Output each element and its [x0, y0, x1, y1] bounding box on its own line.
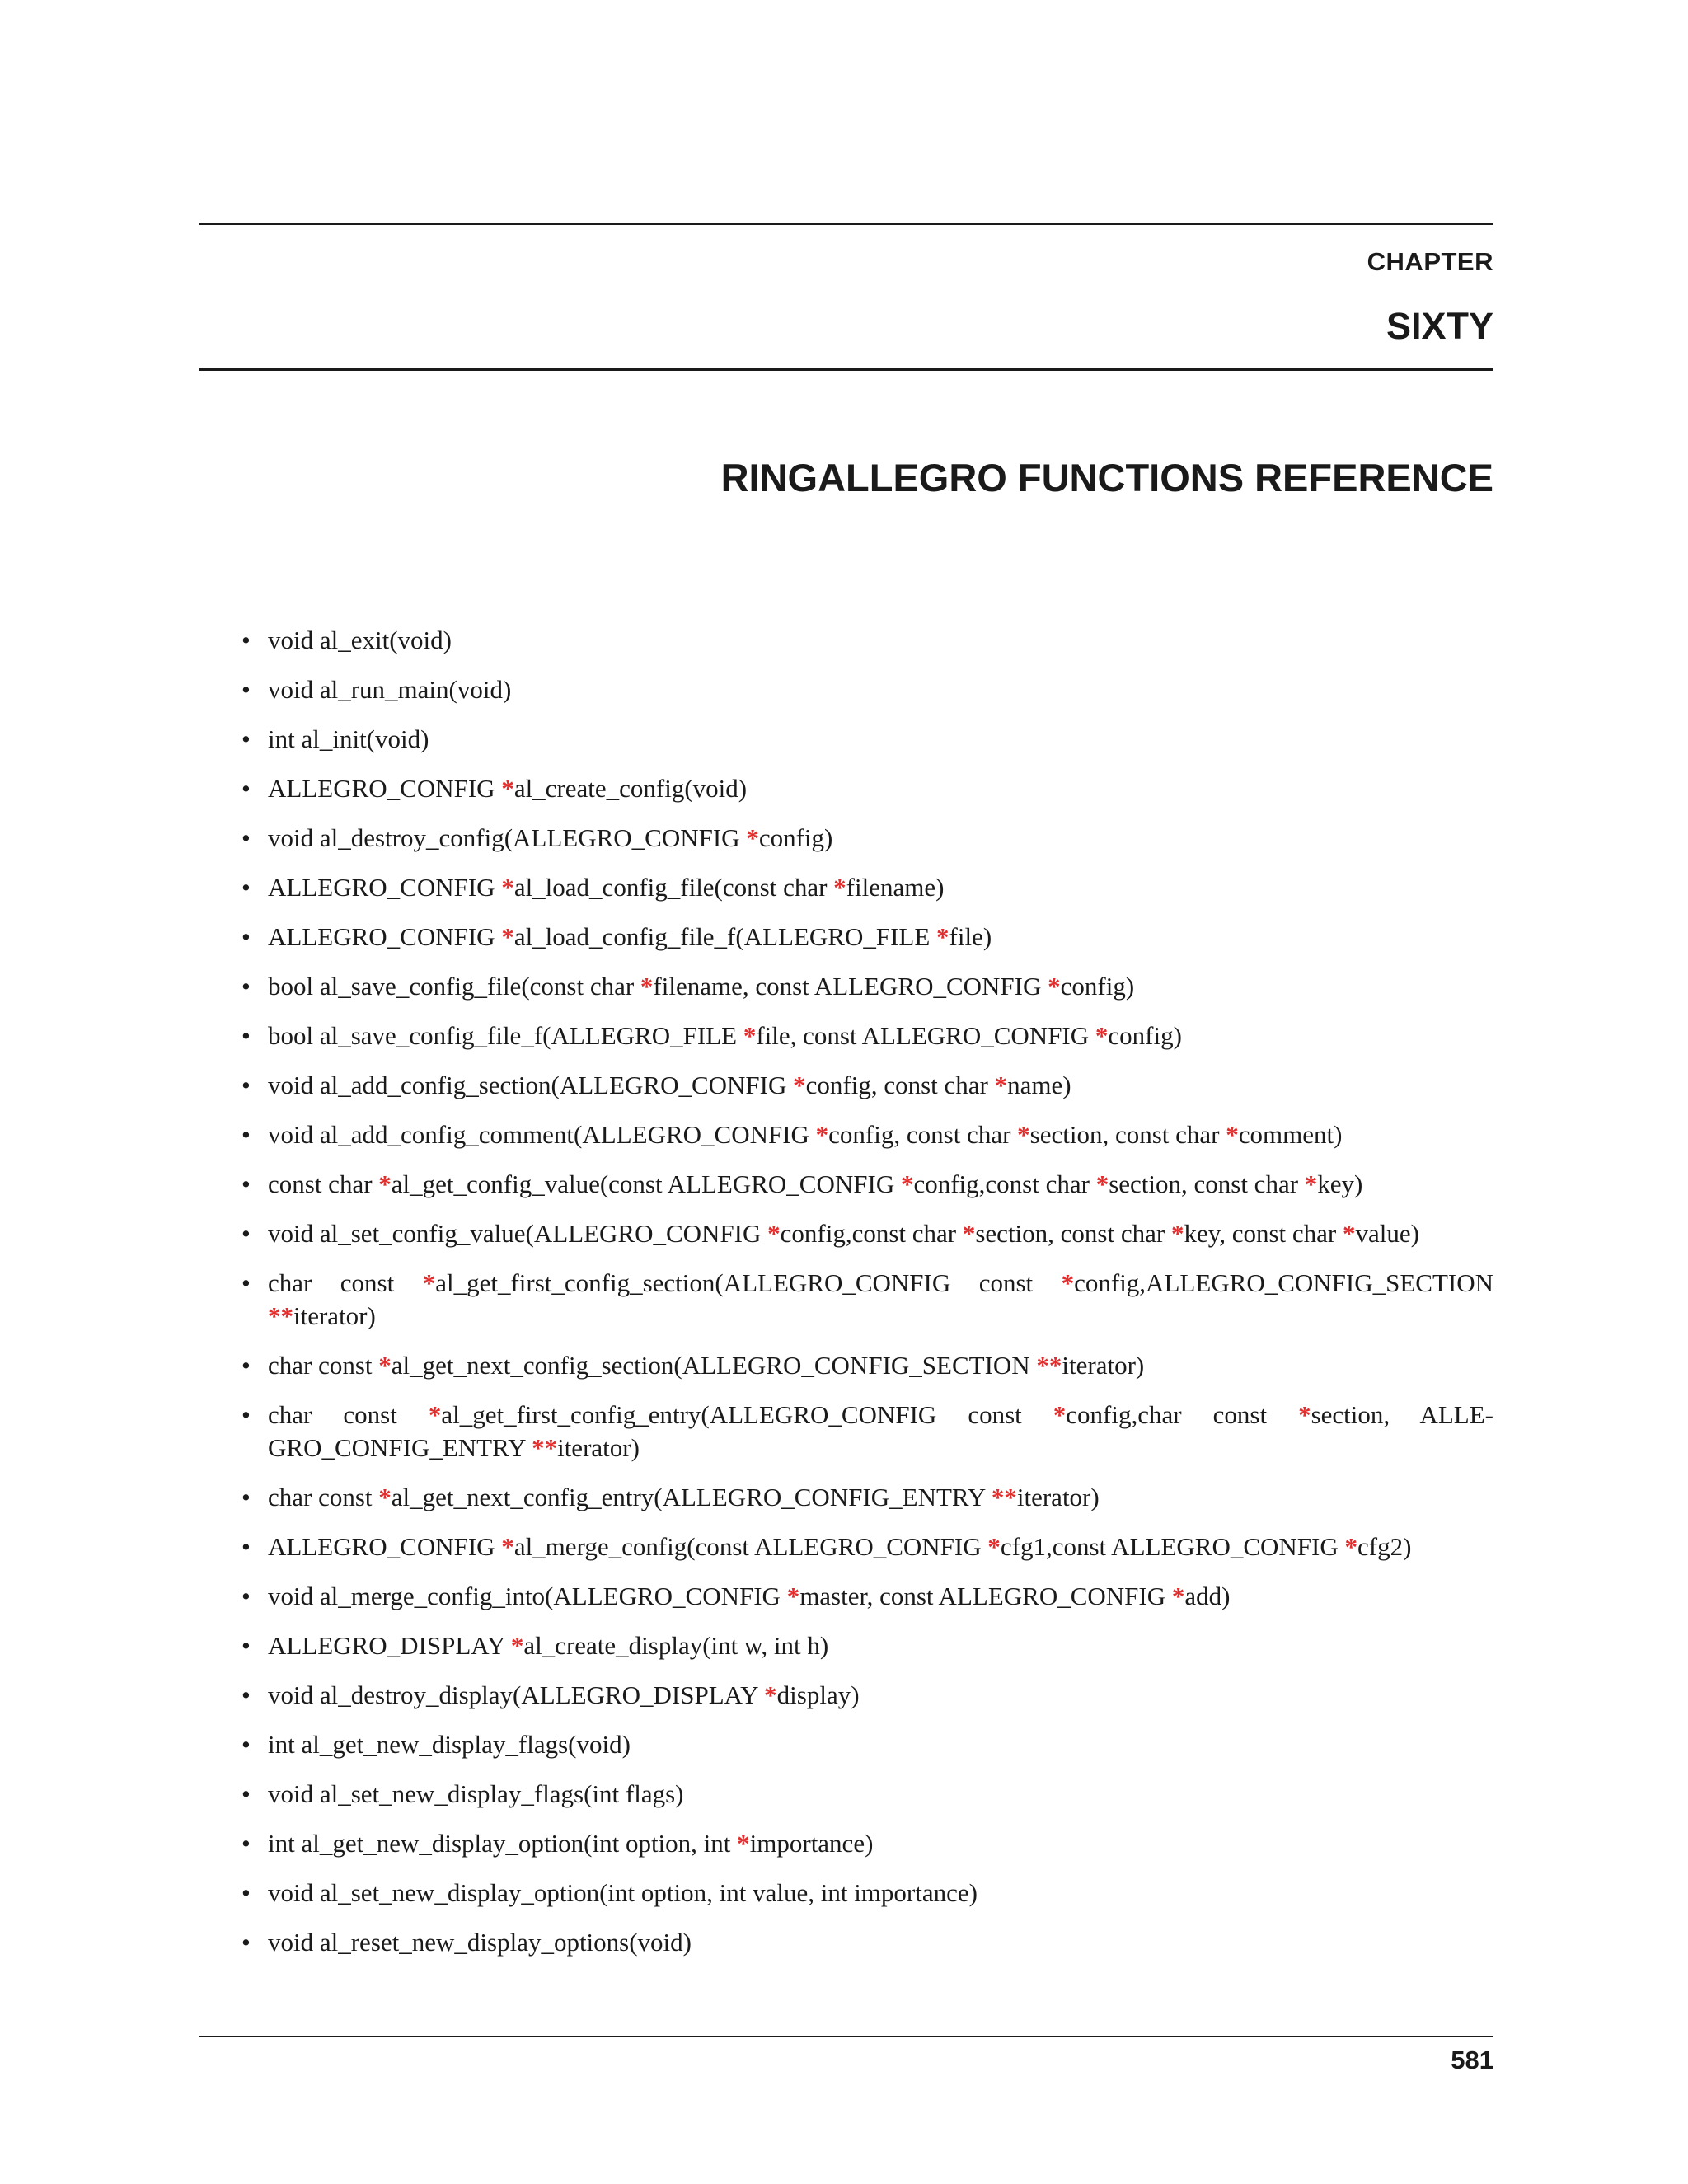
pointer-asterisk: ** — [991, 1483, 1017, 1511]
pointer-asterisk: * — [510, 1631, 524, 1660]
pointer-asterisk: * — [987, 1532, 1001, 1561]
function-signature-text: void al_add_config_comment(ALLEGRO_CONFIG — [268, 1120, 816, 1149]
function-list-item — [239, 871, 1493, 904]
function-signature-text: void al_reset_new_display_options(void) — [268, 1928, 692, 1957]
pointer-asterisk: * — [378, 1351, 392, 1380]
function-list-item — [239, 921, 1493, 954]
function-signature-text: int al_get_new_display_option(int option, int — [268, 1829, 738, 1858]
function-signature-text: void al_run_main(void) — [268, 675, 512, 704]
function-list-item — [239, 1629, 1493, 1662]
pointer-asterisk: * — [764, 1680, 777, 1709]
pointer-asterisk: * — [1226, 1120, 1239, 1149]
function-signature-text: display) — [776, 1680, 860, 1709]
pointer-asterisk: ** — [268, 1301, 293, 1330]
pointer-asterisk: * — [793, 1071, 806, 1099]
function-signature-text: void al_destroy_config(ALLEGRO_CONFIG — [268, 823, 747, 852]
function-signature-text: ALLEGRO_CONFIG — [268, 774, 502, 803]
function-signature-text: section, const char — [975, 1219, 1171, 1248]
pointer-asterisk: * — [1171, 1582, 1185, 1610]
function-signature-text: filename, const ALLEGRO_CONFIG — [653, 972, 1048, 1001]
function-signature-text: char const — [268, 1268, 423, 1297]
pointer-asterisk: * — [1095, 1021, 1109, 1050]
function-signature-text: al_get_first_config_entry(ALLEGRO_CONFIG const — [441, 1400, 1053, 1429]
function-signature-text: iterator) — [557, 1433, 640, 1462]
function-signature-text: void al_exit(void) — [268, 626, 452, 654]
function-signature-text: void al_add_config_section(ALLEGRO_CONFIG — [268, 1071, 794, 1099]
function-signature-text: value) — [1355, 1219, 1419, 1248]
pointer-asterisk: * — [378, 1483, 392, 1511]
function-signature-text: bool al_save_config_file_f(ALLEGRO_FILE — [268, 1021, 743, 1050]
page-number: 581 — [1451, 2046, 1493, 2074]
function-signature-text: comment) — [1238, 1120, 1343, 1149]
function-signature-text: al_get_next_config_section(ALLEGRO_CONFIG_SECTION — [391, 1351, 1037, 1380]
pointer-asterisk: * — [640, 972, 654, 1001]
function-signature-text: cfg1,const ALLEGRO_CONFIG — [1000, 1532, 1345, 1561]
function-signature-text: al_merge_config(const ALLEGRO_CONFIG — [513, 1532, 988, 1561]
function-signature-text: void al_merge_config_into(ALLEGRO_CONFIG — [268, 1582, 787, 1610]
pointer-asterisk: * — [1170, 1219, 1184, 1248]
function-list-item — [239, 1778, 1493, 1811]
function-list-item — [239, 1168, 1493, 1201]
function-signature-text: bool al_save_config_file(const char — [268, 972, 640, 1001]
function-list-item — [239, 1580, 1493, 1613]
header-top-rule — [199, 223, 1493, 225]
function-signature-text: master, const ALLEGRO_CONFIG — [799, 1582, 1172, 1610]
function-list-item — [239, 1349, 1493, 1382]
pointer-asterisk: * — [1061, 1268, 1075, 1297]
function-signature-text: config,const char — [913, 1169, 1096, 1198]
function-signature-text: config,char const — [1066, 1400, 1299, 1429]
pointer-asterisk: * — [501, 1532, 514, 1561]
function-list-item — [239, 1827, 1493, 1860]
function-list-item — [239, 1267, 1493, 1333]
pointer-asterisk: * — [994, 1071, 1008, 1099]
pointer-asterisk: * — [962, 1219, 976, 1248]
function-signature-text: iterator) — [1016, 1483, 1100, 1511]
function-signature-text: ALLEGRO_CONFIG — [268, 1532, 502, 1561]
function-list-item — [239, 624, 1493, 657]
header-bottom-rule — [199, 368, 1493, 371]
function-list-item — [239, 1481, 1493, 1514]
function-list-item — [239, 1217, 1493, 1250]
function-signature-text: al_load_config_file_f(ALLEGRO_FILE — [513, 922, 937, 951]
pointer-asterisk: ** — [532, 1433, 558, 1462]
function-signature-text: config) — [1060, 972, 1135, 1001]
function-signature-text: al_get_first_config_section(ALLEGRO_CONFIG const — [435, 1268, 1062, 1297]
function-signature-text: al_get_next_config_entry(ALLEGRO_CONFIG_ENTRY — [391, 1483, 992, 1511]
function-signature-text: filename) — [846, 873, 945, 902]
function-signature-text: config, const char — [828, 1120, 1018, 1149]
function-signature-text: config) — [758, 823, 833, 852]
function-signature-text: int al_init(void) — [268, 724, 429, 753]
function-signature-text: int al_get_new_display_flags(void) — [268, 1730, 631, 1759]
function-list-item — [239, 1926, 1493, 1959]
function-list-item — [239, 772, 1493, 805]
chapter-title: RINGALLEGRO FUNCTIONS REFERENCE — [720, 456, 1493, 499]
function-signature-text: void al_set_new_display_option(int option, int value, int importance) — [268, 1878, 978, 1907]
function-signature-text: key) — [1317, 1169, 1363, 1198]
function-signature-text: section, const char — [1029, 1120, 1226, 1149]
function-signature-text: config,ALLEGRO_CONFIG_SECTION — [1074, 1268, 1493, 1297]
function-signature-text: iterator) — [1062, 1351, 1145, 1380]
function-signature-text: config,const char — [780, 1219, 963, 1248]
function-signature-text: section, const char — [1109, 1169, 1305, 1198]
function-signature-text: iterator) — [293, 1301, 376, 1330]
function-list-item — [239, 1679, 1493, 1712]
pointer-asterisk: * — [501, 922, 514, 951]
function-signature-text: void al_set_new_display_flags(int flags) — [268, 1779, 684, 1808]
chapter-number: SIXTY — [1386, 305, 1493, 347]
function-signature-text: cfg2) — [1357, 1532, 1412, 1561]
function-signature-text: char const — [268, 1483, 379, 1511]
function-signature-text: al_create_display(int w, int h) — [523, 1631, 829, 1660]
function-signature-text: al_create_config(void) — [513, 774, 748, 803]
function-list-item — [239, 1877, 1493, 1910]
pointer-asterisk: * — [1304, 1169, 1318, 1198]
pointer-asterisk: * — [743, 1021, 757, 1050]
pointer-asterisk: * — [815, 1120, 829, 1149]
pointer-asterisk: * — [501, 774, 514, 803]
pointer-asterisk: * — [1298, 1400, 1311, 1429]
function-signature-text: config) — [1108, 1021, 1182, 1050]
function-list-item — [239, 1530, 1493, 1563]
function-list-item — [239, 822, 1493, 855]
pointer-asterisk: * — [737, 1829, 750, 1858]
function-signature-text: void al_set_config_value(ALLEGRO_CONFIG — [268, 1219, 768, 1248]
function-signature-text: name) — [1007, 1071, 1071, 1099]
pointer-asterisk: * — [900, 1169, 914, 1198]
function-list-item — [239, 673, 1493, 706]
function-list-item — [239, 970, 1493, 1003]
function-signature-text: al_get_config_value(const ALLEGRO_CONFIG — [391, 1169, 901, 1198]
pointer-asterisk: * — [378, 1169, 392, 1198]
function-signature-text: char const — [268, 1400, 429, 1429]
function-signature-text: ALLEGRO_DISPLAY — [268, 1631, 511, 1660]
function-signature-text: al_load_config_file(const char — [513, 873, 834, 902]
function-list — [239, 624, 1493, 1975]
function-signature-text: ALLEGRO_CONFIG — [268, 922, 502, 951]
function-list-item — [239, 1118, 1493, 1151]
pointer-asterisk: * — [1053, 1400, 1067, 1429]
function-signature-text: file, const ALLEGRO_CONFIG — [756, 1021, 1095, 1050]
pointer-asterisk: * — [786, 1582, 800, 1610]
pointer-asterisk: * — [833, 873, 846, 902]
function-signature-text: add) — [1184, 1582, 1231, 1610]
pointer-asterisk: * — [767, 1219, 781, 1248]
pointer-asterisk: * — [1017, 1120, 1030, 1149]
function-signature-text: ALLEGRO_CONFIG — [268, 873, 502, 902]
function-signature-text: file) — [949, 922, 992, 951]
function-signature-text: void al_destroy_display(ALLEGRO_DISPLAY — [268, 1680, 765, 1709]
pointer-asterisk: * — [1342, 1219, 1356, 1248]
footer-rule — [199, 2036, 1493, 2037]
chapter-label: CHAPTER — [1367, 247, 1493, 276]
function-signature-text: const char — [268, 1169, 379, 1198]
pointer-asterisk: ** — [1036, 1351, 1062, 1380]
pointer-asterisk: * — [746, 823, 759, 852]
function-signature-text: char const — [268, 1351, 379, 1380]
pointer-asterisk: * — [501, 873, 514, 902]
function-list-item — [239, 1019, 1493, 1052]
function-list-item — [239, 1069, 1493, 1102]
function-list-item — [239, 1728, 1493, 1761]
function-signature-text: importance) — [749, 1829, 874, 1858]
pointer-asterisk: * — [428, 1400, 442, 1429]
function-list-item — [239, 723, 1493, 756]
pointer-asterisk: * — [1048, 972, 1061, 1001]
pointer-asterisk: * — [1095, 1169, 1109, 1198]
function-signature-text: section, ALLEGRO_CONFIG_ENTRY — [268, 1400, 1493, 1462]
pointer-asterisk: * — [422, 1268, 436, 1297]
function-list-item — [239, 1399, 1493, 1465]
function-signature-text: config, const char — [805, 1071, 995, 1099]
function-signature-text: key, const char — [1184, 1219, 1343, 1248]
pointer-asterisk: * — [1344, 1532, 1357, 1561]
pointer-asterisk: * — [936, 922, 950, 951]
